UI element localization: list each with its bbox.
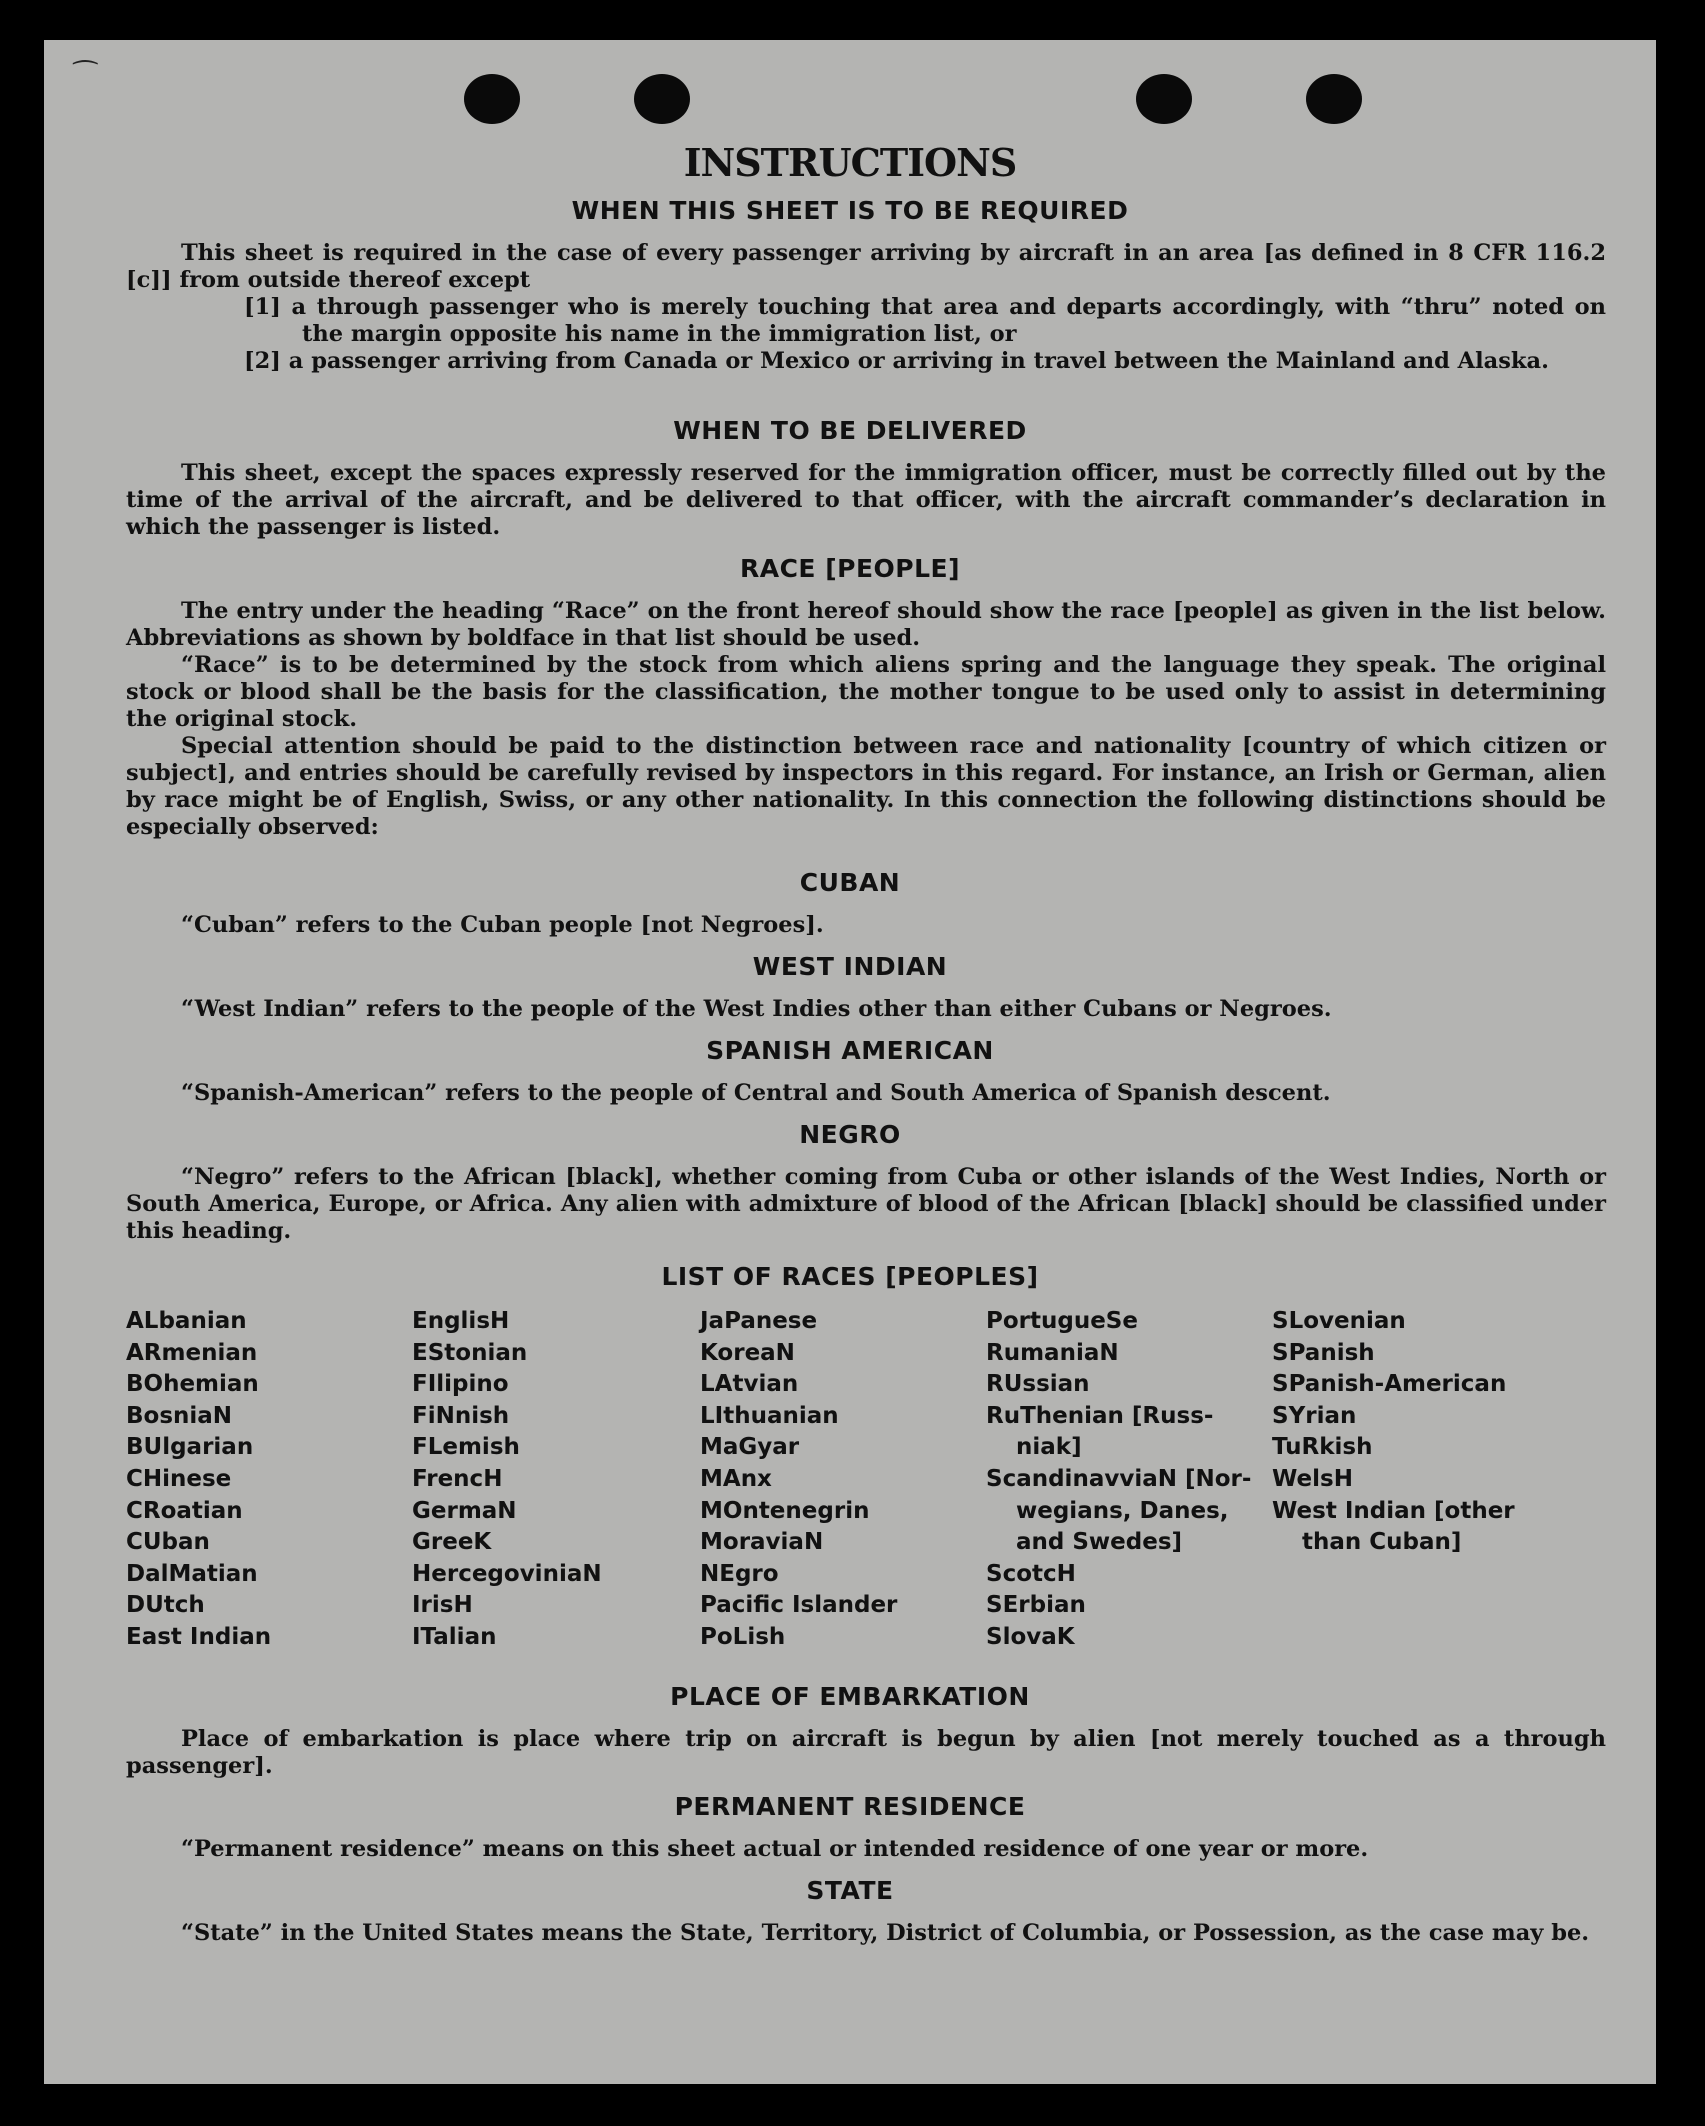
page-content: [44, 40, 1656, 2084]
race-entry: ITalian: [412, 1623, 497, 1650]
race-entry: ScotcH: [986, 1560, 1076, 1587]
race-entry: RumaniaN: [986, 1339, 1119, 1366]
heading-negro: NEGRO: [799, 1120, 901, 1149]
paragraph-west-indian: “West Indian” refers to the people of the West Indies other than either Cubans or Negroes.: [181, 996, 1332, 1022]
race-entry: TuRkish: [1272, 1434, 1373, 1461]
race-entry: SErbian: [986, 1592, 1086, 1619]
paragraph-race-3: Special attention should be paid to the distinction between race and nationality [country of which citizen or subject], and entries should be carefully revised by inspectors in this regard. For instance, an Irish or German, alien by race might be of English, Swiss, or any other nationality. In this connection the following distinctions should be especially observed:: [126, 733, 1606, 840]
race-entry: MoraviaN: [700, 1529, 824, 1556]
race-entry: West Indian [other: [1272, 1497, 1515, 1524]
race-entry: MAnx: [700, 1465, 772, 1492]
race-entry: SYrian: [1272, 1402, 1357, 1429]
race-entry: LIthuanian: [700, 1402, 839, 1429]
race-entry: NEgro: [700, 1560, 779, 1587]
race-entry: FiNnish: [412, 1402, 510, 1429]
race-entry: WelsH: [1272, 1465, 1353, 1492]
exception-item-2: [2] a passenger arriving from Canada or Mexico or arriving in travel between the Mainland and Alaska.: [244, 348, 1549, 374]
races-column-5: [1272, 1306, 1562, 1559]
paragraph-permanent-residence: “Permanent residence” means on this sheet actual or intended residence of one year or more.: [181, 1836, 1369, 1862]
heading-embarkation: PLACE OF EMBARKATION: [670, 1682, 1030, 1711]
paragraph-delivery: This sheet, except the spaces expressly reserved for the immigration officer, must be correctly filled out by the time of the arrival of the aircraft, and be delivered to that officer, with the aircraft commander’s declaration in which the passenger is listed.: [126, 460, 1606, 540]
race-entry: Pacific Islander: [700, 1592, 898, 1619]
heading-state: STATE: [806, 1876, 894, 1905]
race-entry: MOntenegrin: [700, 1497, 870, 1524]
paragraph-race-2: “Race” is to be determined by the stock from which aliens spring and the language they speak. The original stock or blood shall be the basis for the classification, the mother tongue to be used only to assist in determining the original stock.: [126, 652, 1606, 732]
races-column-4: [986, 1306, 1276, 1654]
heading-list-of-races: LIST OF RACES [PEOPLES]: [661, 1262, 1039, 1291]
race-entry: FLemish: [412, 1434, 520, 1461]
race-entry: CRoatian: [126, 1497, 243, 1524]
race-entry: BUlgarian: [126, 1434, 254, 1461]
race-entry: JaPanese: [700, 1308, 818, 1334]
race-entry: LAtvian: [700, 1371, 799, 1398]
race-entry: BosniaN: [126, 1402, 233, 1429]
heading-race: RACE [PEOPLE]: [739, 554, 961, 583]
paragraph-negro: “Negro” refers to the African [black], whether coming from Cuba or other islands of the West Indies, North or South America, Europe, or Africa. Any alien with admixture of blood of the African [black] should be classified under this heading.: [126, 1164, 1606, 1244]
paragraph-spanish-american: “Spanish-American” refers to the people of Central and South America of Spanish descent.: [181, 1080, 1331, 1106]
race-entry-continued: niak]: [1016, 1434, 1082, 1461]
race-entry: SPanish: [1272, 1339, 1375, 1366]
race-entry: ARmenian: [126, 1339, 258, 1366]
race-entry: ScandinavviaN [Nor-: [986, 1465, 1252, 1492]
heading-cuban: CUBAN: [799, 868, 901, 897]
race-entry: CHinese: [126, 1465, 232, 1492]
scratch-mark: ⁀: [74, 62, 97, 93]
document-sheet: [44, 40, 1656, 2084]
race-entry: RUssian: [986, 1371, 1090, 1398]
race-entry: CUban: [126, 1529, 210, 1556]
race-entry: ALbanian: [126, 1308, 247, 1334]
races-column-2: [412, 1306, 702, 1654]
race-entry: GreeK: [412, 1529, 492, 1556]
race-entry: EStonian: [412, 1339, 528, 1366]
race-entry: MaGyar: [700, 1434, 800, 1461]
race-entry: GermaN: [412, 1497, 517, 1524]
heading-permanent-residence: PERMANENT RESIDENCE: [674, 1792, 1026, 1821]
paragraph-state: “State” in the United States means the State, Territory, District of Columbia, or Possession, as the case may be.: [181, 1920, 1590, 1946]
race-entry: KoreaN: [700, 1339, 795, 1366]
race-entry-continued: wegians, Danes,: [1016, 1497, 1229, 1524]
races-column-3: [700, 1306, 990, 1654]
race-entry-continued: and Swedes]: [1016, 1529, 1183, 1556]
races-column-1: [126, 1306, 416, 1654]
heading-spanish-american: SPANISH AMERICAN: [706, 1036, 994, 1065]
race-entry: DalMatian: [126, 1560, 258, 1587]
race-entry: BOhemian: [126, 1371, 259, 1398]
paragraph-embarkation: Place of embarkation is place where trip on aircraft is begun by alien [not merely touched as a through passenger].: [126, 1726, 1606, 1779]
race-entry: East Indian: [126, 1623, 272, 1650]
race-entry: EnglisH: [412, 1308, 510, 1334]
race-entry: PoLish: [700, 1623, 786, 1650]
race-entry: RuThenian [Russ-: [986, 1402, 1214, 1429]
race-entry: HercegoviniaN: [412, 1560, 602, 1587]
race-entry: SLovenian: [1272, 1308, 1406, 1334]
race-entry: FrencH: [412, 1465, 503, 1492]
race-entry: SlovaK: [986, 1623, 1075, 1650]
race-entry: FIlipino: [412, 1371, 509, 1398]
page-title: INSTRUCTIONS: [683, 140, 1017, 185]
race-entry: IrisH: [412, 1592, 473, 1619]
paragraph-cuban: “Cuban” refers to the Cuban people [not Negroes].: [181, 912, 824, 938]
heading-when-delivered: WHEN TO BE DELIVERED: [673, 416, 1027, 445]
exception-item-1: [1] a through passenger who is merely touching that area and departs accordingly, with “thru” noted on the margin opposite his name in the immigration list, or: [244, 294, 1606, 347]
race-entry-continued: than Cuban]: [1302, 1529, 1462, 1556]
race-entry: SPanish-American: [1272, 1371, 1507, 1398]
race-entry: DUtch: [126, 1592, 205, 1619]
race-entry: PortugueSe: [986, 1308, 1138, 1334]
paragraph-required-intro: This sheet is required in the case of every passenger arriving by aircraft in an area [as defined in 8 CFR 116.2 [c]] from outside thereof except: [126, 240, 1606, 293]
heading-when-required: WHEN THIS SHEET IS TO BE REQUIRED: [571, 196, 1129, 225]
heading-west-indian: WEST INDIAN: [752, 952, 948, 981]
paragraph-race-1: The entry under the heading “Race” on the front hereof should show the race [people] as given in the list below. Abbreviations as shown by boldface in that list should be used.: [126, 598, 1606, 651]
